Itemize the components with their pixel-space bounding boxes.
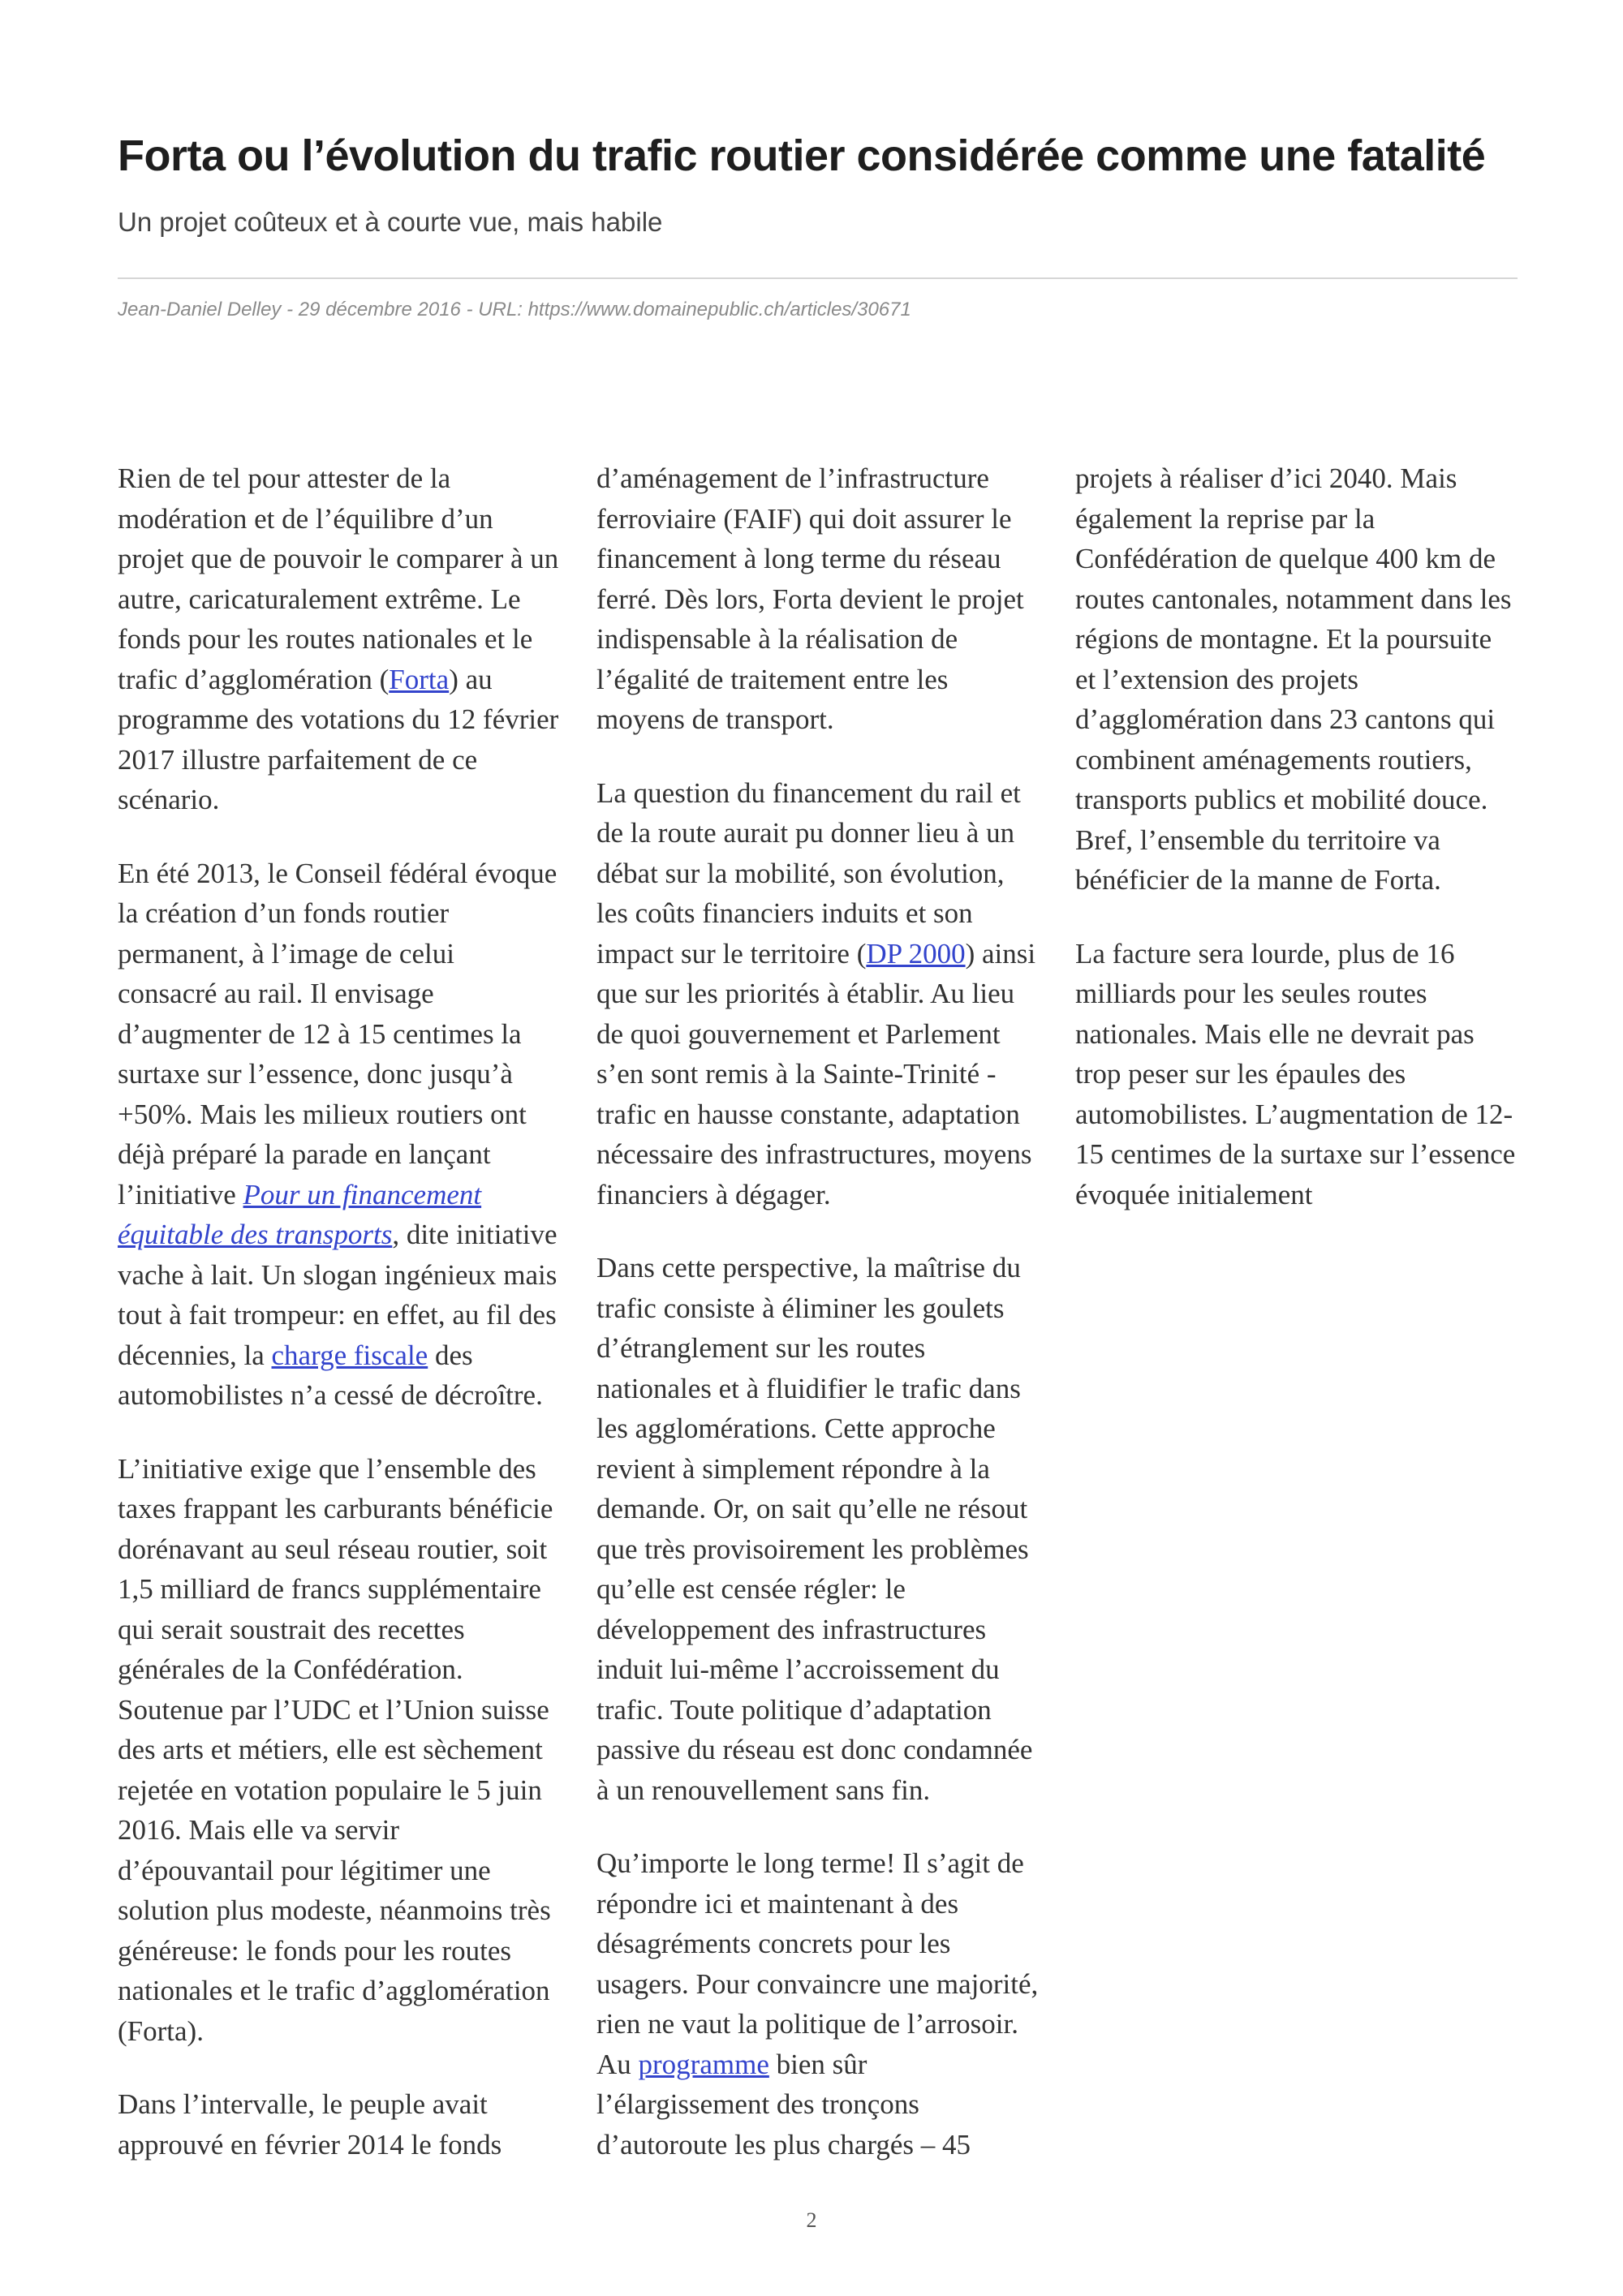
page-title: Forta ou l’évolution du trafic routier considérée comme une fatalité [118,131,1486,180]
paragraph-3: L’initiative exige que l’ensemble des taxes frappant les carburants bénéficie dorénavant au seul réseau routier, soit 1,5 milliard de francs supplémentaire qui serait soustrait des recettes générales de la Confédération. Soutenue par l’UDC et l’Union suisse des arts et métiers, elle est sèchement rejetée en votation populaire le 5 juin 2016. Mais elle va servir d’épouvantail pour légitimer une solution plus modeste, néanmoins très généreuse: le fonds pour les routes nationales et le trafic d’agglomération (Forta). [118,1452,553,2047]
dp-2000-link[interactable]: DP 2000 [866,937,966,970]
paragraph-8: La facture sera lourde, plus de 16 milliards pour les seules routes nationales. Mais elle ne devrait pas trop peser sur les épaules des automobilistes. L’augmentation de 12-15 centimes de la surtaxe sur l’essence évoquée initialement [1075,937,1516,1210]
paragraph-5-text-b: ) ainsi que sur les priorités à établir. Au lieu de quoi gouvernement et Parlement s’en sont remis à la Sainte-Trinité - trafic en hausse constante, adaptation nécessaire des infrastructures, moyens financiers à dégager. [596,937,1036,1210]
initiative-link[interactable]: Pour un financement équitable des transports [118,1178,482,1250]
paragraph-5 [596,773,1039,1215]
paragraph-2 [118,853,560,1416]
paragraph-6: Dans cette perspective, la maîtrise du trafic consiste à éliminer les goulets d’étranglement sur les routes nationales et à fluidifier le trafic dans les agglomérations. Cette approche revient à simplement répondre à la demande. Or, on sait qu’elle ne résout que très provisoirement les problèmes qu’elle est censée régler: le développement des infrastructures induit lui-même l’accroissement du trafic. Toute politique d’adaptation passive du réseau est donc condamnée à un renouvellement sans fin. [596,1252,1033,1806]
programme-link[interactable]: programme [638,2048,769,2080]
article-body [118,458,1518,2170]
page-subtitle: Un projet coûteux et à courte vue, mais habile [118,207,663,237]
paragraph-4: Dans l’intervalle, le peuple avait approuvé en février 2014 le fonds d’aménagement de l’infrastructure ferroviaire (FAIF) qui doit assurer le financement à long terme du réseau ferré. Dès lors, Forta devient le projet indispensable à la réalisation de l’égalité de traitement entre les moyens de transport. [118,462,1024,2161]
paragraph-2-text-a: En été 2013, le Conseil fédéral évoque la création d’un fonds routier permanent, à l’image de celui consacré au rail. Il envisage d’augmenter de 12 à 15 centimes la surtaxe sur l’essence, donc jusqu’à +50%. Mais les milieux routiers ont déjà préparé la parade en lançant l’initiative [118,857,558,1210]
paragraph-2-text-c: des automobilistes n’a cessé de décroître. [118,1339,543,1411]
article-header [118,122,1518,323]
header-divider [118,277,1518,279]
article-meta: Jean-Daniel Delley - 29 décembre 2016 - URL: https://www.domainepublic.ch/articles/30671 [118,299,911,320]
paragraph-7-text-a: Qu’importe le long terme! Il s’agit de répondre ici et maintenant à des désagréments concrets pour les usagers. Pour convaincre une majorité, rien ne vaut la politique de l’arrosoir. Au [596,1847,1039,2080]
charge-fiscale-link[interactable]: charge fiscale [271,1339,428,1371]
page-number: 2 [806,2208,817,2232]
paragraph-2-text-b: , dite initiative vache à lait. Un slogan ingénieux mais tout à fait trompeur: en effet, au fil des décennies, la [118,1219,558,1371]
paragraph-1-text-b: ) au programme des votations du 12 février 2017 illustre parfaitement de ce scénario. [118,663,559,815]
paragraph-1-text-a: Rien de tel pour attester de la modération et de l’équilibre d’un projet que de pouvoir le comparer à un autre, caricaturalement extrême. Le fonds pour les routes nationales et le trafic d’agglomération ( [118,462,559,695]
paragraph-7-text-b: bien sûr l’élargissement des tronçons d’autoroute les plus chargés – 45 projets à réaliser d’ici 2040. Mais également la reprise par la Confédération de quelque 400 km de routes cantonales, notamment dans les régions de montagne. Et la poursuite et l’extension des projets d’agglomération dans 23 cantons qui combinent aménagements routiers, transports publics et mobilité douce. Bref, l’ensemble du territoire va bénéficier de la manne de Forta. [596,462,1512,2161]
forta-link[interactable]: Forta [389,663,450,695]
paragraph-5-text-a: La question du financement du rail et de la route aurait pu donner lieu à un débat sur la mobilité, son évolution, les coûts financiers induits et son impact sur le territoire ( [596,776,1021,970]
paragraph-1 [118,458,560,820]
